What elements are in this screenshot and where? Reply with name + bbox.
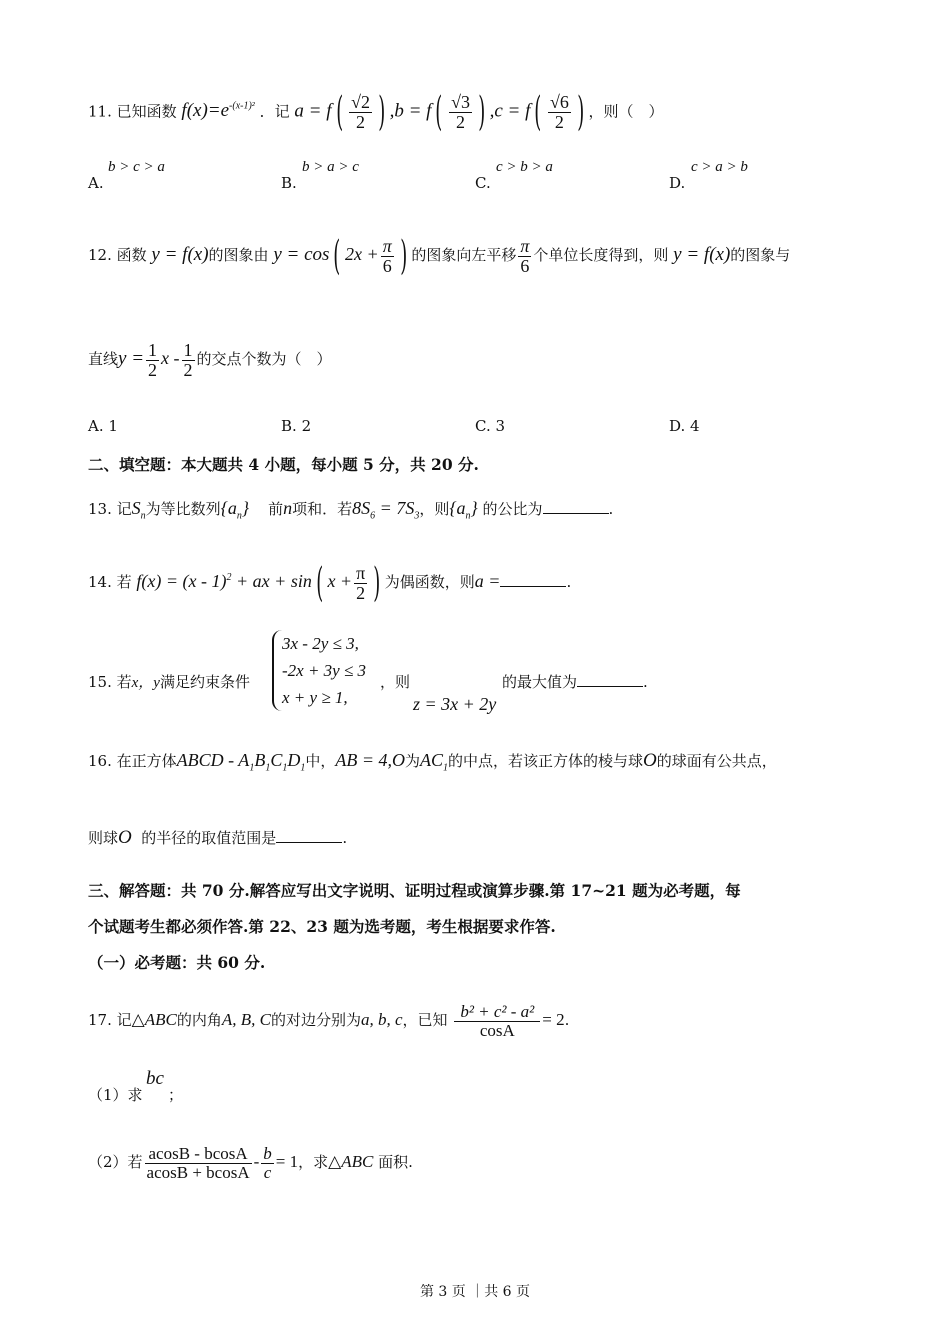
q11-option-b: B. bbox=[281, 174, 297, 192]
q13-stem: 13. 记$S_n$为等比数列$\{a_n\}$ 前n项和．若$8S_6 = 7S_3$，则$\{a_n\}$ 的公比为 . bbox=[88, 498, 614, 522]
q12-stem: 12. 函数 y = f(x)的图象由 y = cos ( 2x + $\frac{\pi}{6}$ ) 的图象向左平移 $\frac{\pi}{6}$ 个单位长度得到，则 y = f(x)的图象与 bbox=[88, 233, 791, 279]
page-footer: 第 3 页 ｜共 6 页 bbox=[419, 1284, 531, 1300]
q11-option-d: D. bbox=[669, 174, 686, 192]
q12-option-b: B. 2 bbox=[281, 417, 312, 435]
q17-part1-expr: bc bbox=[146, 1068, 164, 1089]
section2-title: 二、填空题：本大题共 4 小题，每小题 5 分，共 20 分. bbox=[88, 455, 479, 474]
section3-line1: 三、解答题：共 70 分.解答应写出文字说明、证明过程或演算步骤.第 17~21 题为必考题，每 bbox=[88, 881, 741, 900]
section3-line2: 个试题考生都必须作答.第 22、23 题为选考题，考生根据要求作答. bbox=[88, 917, 556, 936]
q11-func: $f(x)=e^{-(x-1)^2}$ bbox=[181, 100, 255, 122]
q16-stem: 16. 在正方体ABCD - $A_1B_1C_1D_1$中，AB = 4,O为$AC_1$的中点，若该正方体的棱与球O的球面有公共点， bbox=[88, 750, 777, 774]
q15-tail: 的最大值为 . bbox=[502, 673, 648, 691]
section3-sub: （一）必考题：共 60 分. bbox=[88, 953, 266, 972]
q11-option-c: C. bbox=[475, 174, 491, 192]
q11-stem: 11. 已知函数 $f(x)=e^{-(x-1)^2}$ ．记 a = f ( $\frac{√2}{2}$ ) ,b = f ( $\frac{√3}{2}$ ) ,c = f ( $\frac{√6}{2}$ ) ，则（ ） bbox=[88, 89, 664, 136]
q11-option-c-expr: c > b > a bbox=[496, 159, 553, 175]
q11-option-d-expr: c > a > b bbox=[691, 159, 748, 175]
q16-stem-line2: 则球O 的半径的取值范围是 . bbox=[88, 827, 348, 848]
q17-stem: 17. 记△ABC的内角A, B, C的对边分别为a, b, c，已知 $\frac{\text{b² + c² - a²}}{\cos A}$ = 2. bbox=[88, 1001, 570, 1040]
q15-then: ，则 bbox=[380, 673, 411, 691]
q15-stem: 15. 若x，y满足约束条件 bbox=[88, 673, 250, 691]
q12-option-c: C. 3 bbox=[475, 417, 506, 435]
q11-option-a-expr: b > c > a bbox=[108, 159, 165, 175]
q14-stem: 14. 若 f(x) = (x - 1)$^2$ + ax + sin ( x + $\frac{\pi}{2}$ ) 为偶函数，则a = . bbox=[88, 560, 572, 606]
q17-part1-end: ； bbox=[168, 1086, 184, 1104]
q13-answer-blank[interactable] bbox=[543, 499, 609, 514]
q12-stem-line2: 直线y = $\frac{1}{2}$ x - $\frac{1}{2}$ 的交点个数为（ ） bbox=[88, 339, 332, 380]
q14-answer-blank[interactable] bbox=[500, 572, 566, 587]
q17-part2: （2）若 $\frac{acosB - bcosA}{acosB + bcosA}$ - $\frac{b}{c}$ = 1，求△ABC 面积. bbox=[88, 1143, 413, 1182]
q15-constraints: 3x - 2y ≤ 3, -2x + 3y ≤ 3 x + y ≥ 1, bbox=[272, 630, 366, 711]
q11-option-b-expr: b > a > c bbox=[302, 159, 359, 175]
q12-option-d: D. 4 bbox=[669, 417, 700, 435]
q16-answer-blank[interactable] bbox=[276, 828, 342, 843]
q11-option-a: A. bbox=[88, 174, 104, 192]
q17-part1: （1）求 bbox=[88, 1086, 143, 1104]
q15-objective: z = 3x + 2y bbox=[413, 694, 497, 714]
q12-option-a: A. 1 bbox=[88, 417, 118, 435]
q15-answer-blank[interactable] bbox=[577, 672, 643, 687]
